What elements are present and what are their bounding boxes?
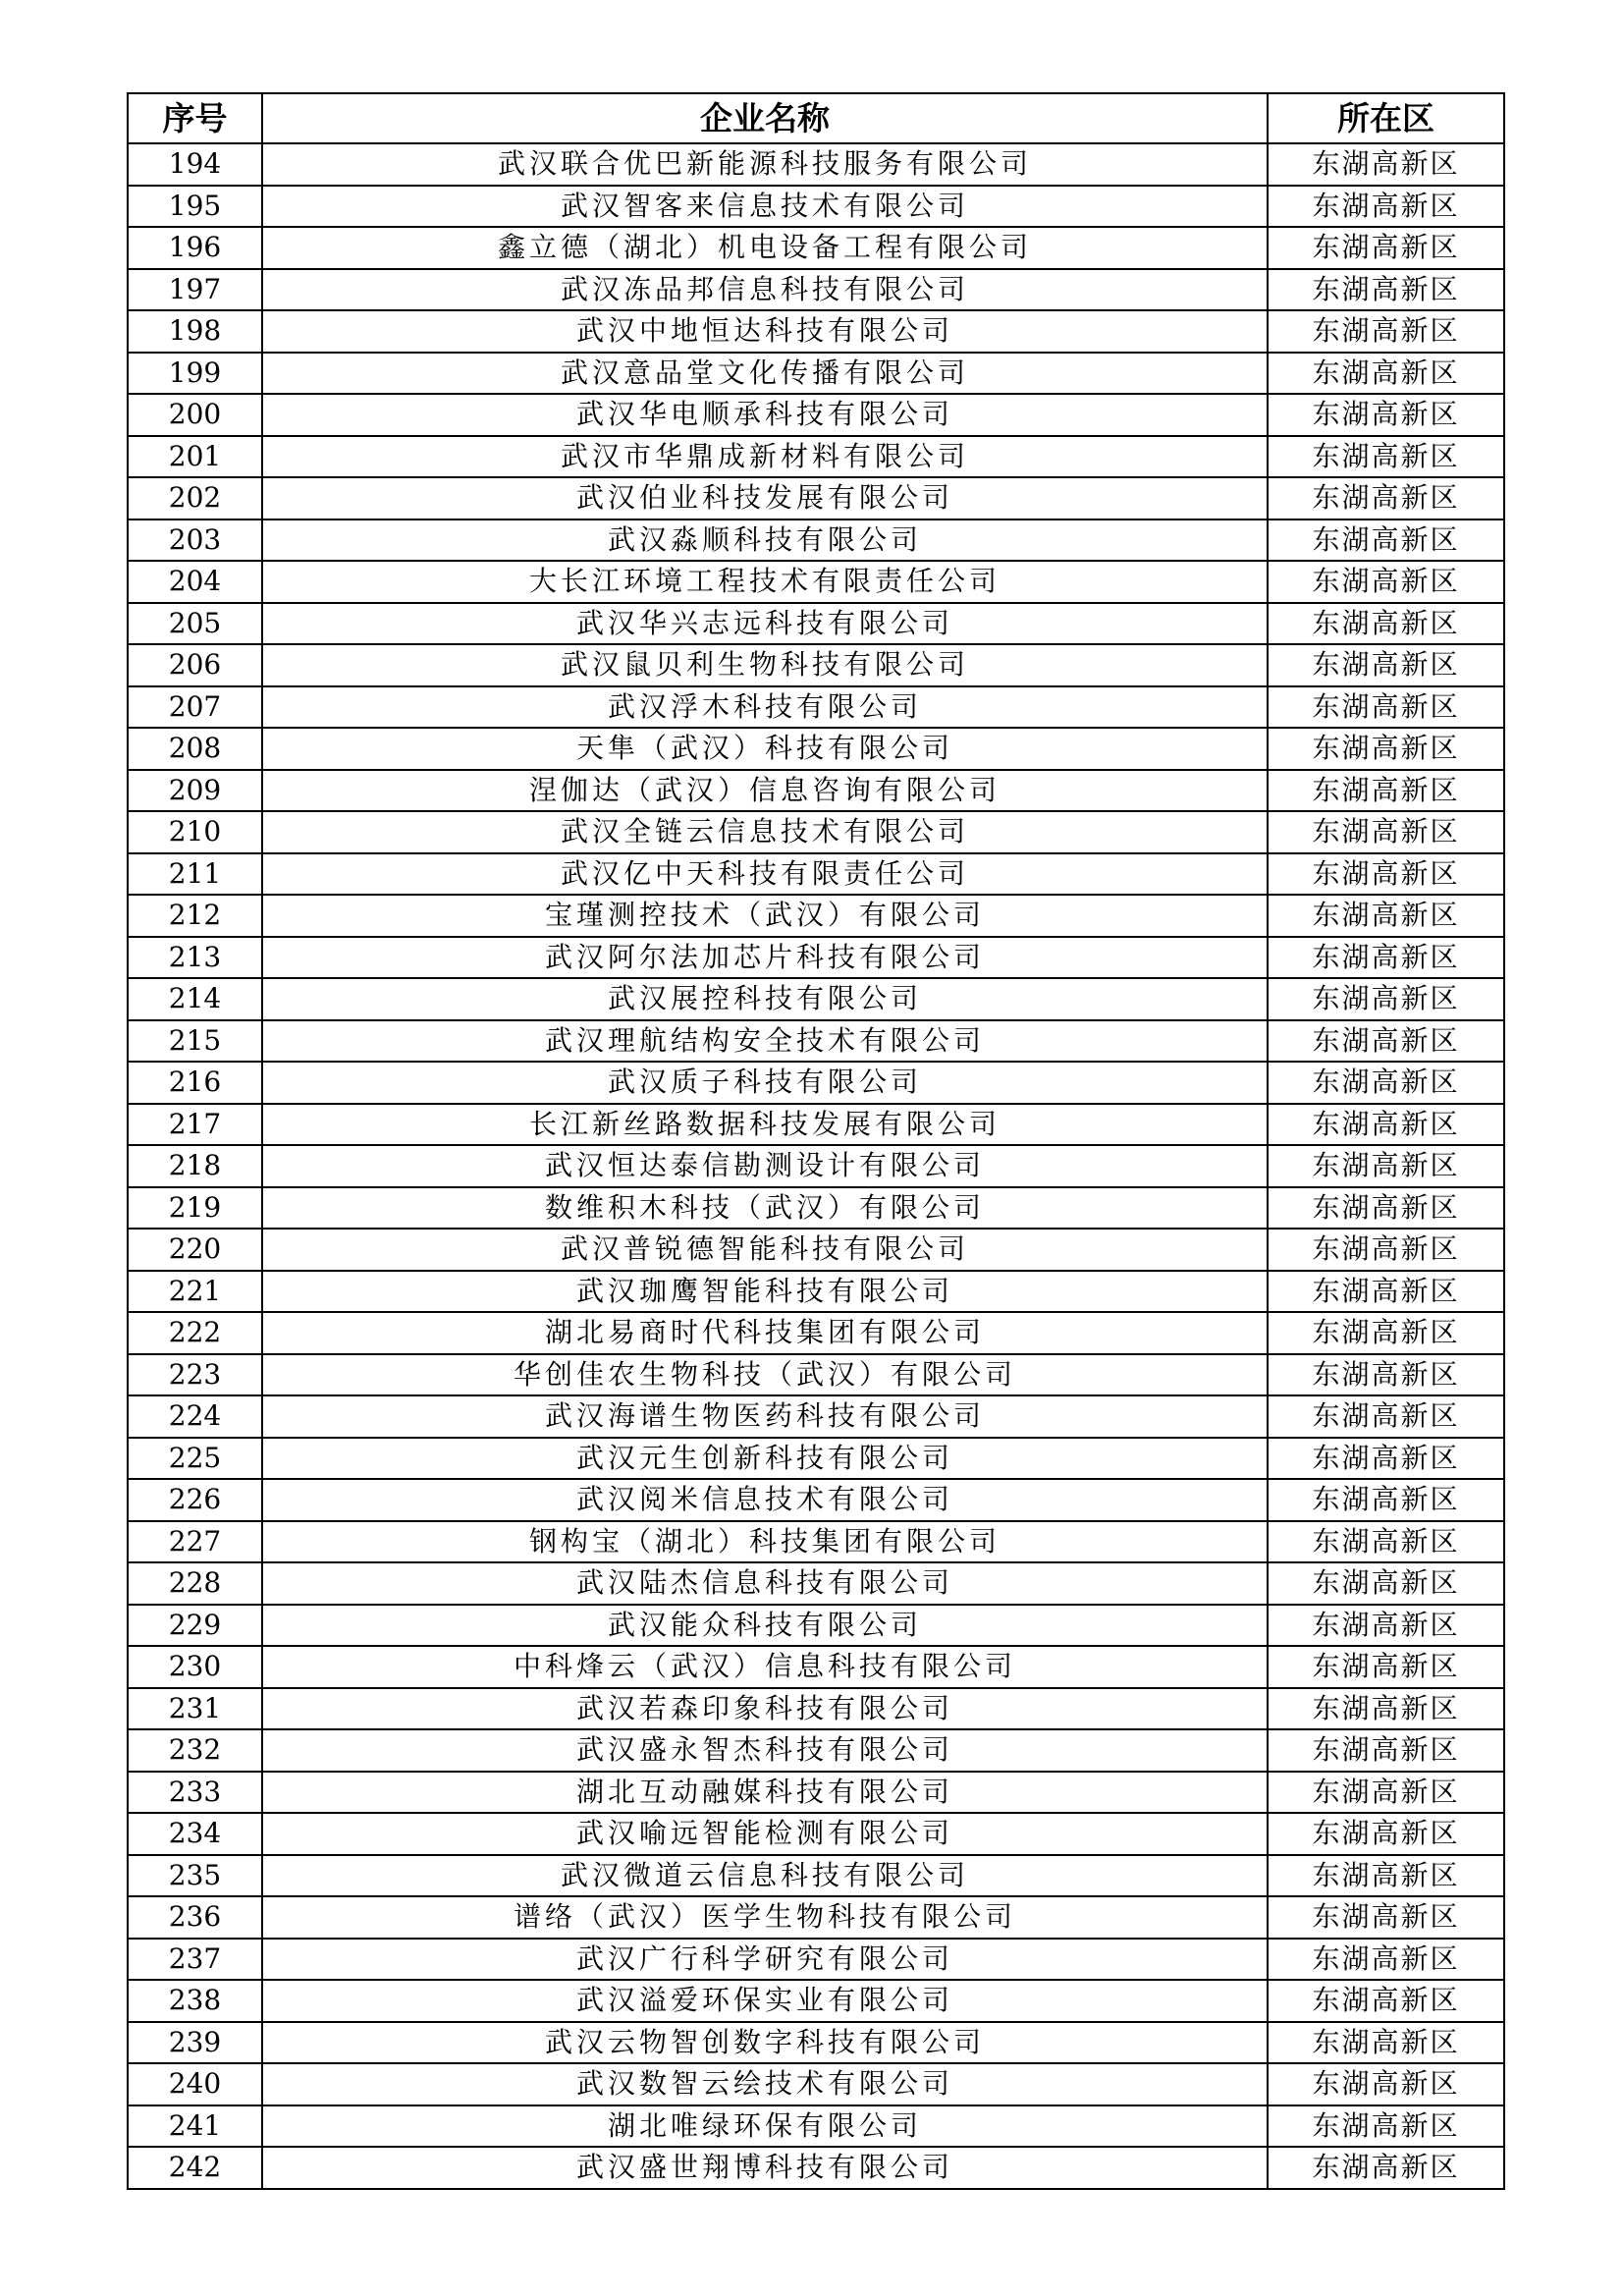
table-row — [128, 895, 1504, 937]
cell-serial-number: 206 — [128, 644, 262, 686]
cell-serial-number: 203 — [128, 519, 262, 562]
cell-serial-number: 207 — [128, 686, 262, 729]
cell-company-name: 武汉智客来信息技术有限公司 — [262, 186, 1268, 228]
cell-company-name: 武汉联合优巴新能源科技服务有限公司 — [262, 143, 1268, 186]
cell-company-name: 武汉喻远智能检测有限公司 — [262, 1813, 1268, 1855]
cell-company-name: 武汉陆杰信息科技有限公司 — [262, 1562, 1268, 1605]
cell-district: 东湖高新区 — [1268, 1729, 1504, 1772]
cell-company-name: 武汉冻品邦信息科技有限公司 — [262, 269, 1268, 311]
cell-company-name: 武汉盛世翔博科技有限公司 — [262, 2147, 1268, 2189]
cell-serial-number: 218 — [128, 1145, 262, 1187]
cell-district: 东湖高新区 — [1268, 1688, 1504, 1730]
cell-district: 东湖高新区 — [1268, 1896, 1504, 1939]
table-row — [128, 227, 1504, 269]
cell-serial-number: 229 — [128, 1605, 262, 1647]
cell-district: 东湖高新区 — [1268, 2105, 1504, 2148]
cell-district: 东湖高新区 — [1268, 686, 1504, 729]
cell-district: 东湖高新区 — [1268, 1521, 1504, 1563]
table-row — [128, 186, 1504, 228]
company-list-table — [127, 92, 1505, 2190]
table-row — [128, 1145, 1504, 1187]
cell-district: 东湖高新区 — [1268, 477, 1504, 519]
cell-serial-number: 208 — [128, 728, 262, 770]
cell-district: 东湖高新区 — [1268, 269, 1504, 311]
cell-company-name: 湖北易商时代科技集团有限公司 — [262, 1312, 1268, 1354]
cell-serial-number: 212 — [128, 895, 262, 937]
cell-company-name: 武汉珈鹰智能科技有限公司 — [262, 1271, 1268, 1313]
cell-district: 东湖高新区 — [1268, 1145, 1504, 1187]
table-row — [128, 1354, 1504, 1396]
cell-company-name: 武汉展控科技有限公司 — [262, 978, 1268, 1020]
cell-serial-number: 205 — [128, 603, 262, 645]
cell-company-name: 武汉华兴志远科技有限公司 — [262, 603, 1268, 645]
cell-district: 东湖高新区 — [1268, 436, 1504, 478]
cell-district: 东湖高新区 — [1268, 603, 1504, 645]
cell-serial-number: 234 — [128, 1813, 262, 1855]
cell-serial-number: 230 — [128, 1646, 262, 1688]
cell-company-name: 武汉广行科学研究有限公司 — [262, 1939, 1268, 1981]
cell-company-name: 武汉质子科技有限公司 — [262, 1062, 1268, 1104]
cell-company-name: 武汉全链云信息技术有限公司 — [262, 811, 1268, 853]
table-row — [128, 1688, 1504, 1730]
cell-district: 东湖高新区 — [1268, 1855, 1504, 1897]
table-row — [128, 1729, 1504, 1772]
cell-district: 东湖高新区 — [1268, 1312, 1504, 1354]
cell-serial-number: 197 — [128, 269, 262, 311]
table-row — [128, 436, 1504, 478]
table-row — [128, 978, 1504, 1020]
cell-serial-number: 200 — [128, 394, 262, 436]
cell-company-name: 武汉普锐德智能科技有限公司 — [262, 1229, 1268, 1271]
cell-company-name: 中科烽云（武汉）信息科技有限公司 — [262, 1646, 1268, 1688]
cell-district: 东湖高新区 — [1268, 186, 1504, 228]
table-row — [128, 603, 1504, 645]
cell-district: 东湖高新区 — [1268, 1229, 1504, 1271]
header-district: 所在区 — [1268, 93, 1504, 143]
table-row — [128, 1438, 1504, 1480]
cell-company-name: 武汉海谱生物医药科技有限公司 — [262, 1395, 1268, 1438]
cell-serial-number: 225 — [128, 1438, 262, 1480]
table-row — [128, 686, 1504, 729]
cell-company-name: 武汉溢爱环保实业有限公司 — [262, 1980, 1268, 2022]
cell-serial-number: 235 — [128, 1855, 262, 1897]
cell-serial-number: 228 — [128, 1562, 262, 1605]
cell-serial-number: 223 — [128, 1354, 262, 1396]
cell-district: 东湖高新区 — [1268, 1562, 1504, 1605]
cell-company-name: 武汉盛永智杰科技有限公司 — [262, 1729, 1268, 1772]
cell-serial-number: 241 — [128, 2105, 262, 2148]
cell-district: 东湖高新区 — [1268, 1104, 1504, 1146]
cell-serial-number: 215 — [128, 1020, 262, 1063]
cell-company-name: 武汉淼顺科技有限公司 — [262, 519, 1268, 562]
cell-district: 东湖高新区 — [1268, 2147, 1504, 2189]
cell-company-name: 武汉亿中天科技有限责任公司 — [262, 853, 1268, 896]
cell-serial-number: 196 — [128, 227, 262, 269]
cell-district: 东湖高新区 — [1268, 1187, 1504, 1230]
table-row — [128, 1062, 1504, 1104]
table-row — [128, 1772, 1504, 1814]
cell-serial-number: 236 — [128, 1896, 262, 1939]
cell-serial-number: 222 — [128, 1312, 262, 1354]
cell-district: 东湖高新区 — [1268, 853, 1504, 896]
cell-company-name: 华创佳农生物科技（武汉）有限公司 — [262, 1354, 1268, 1396]
cell-company-name: 武汉华电顺承科技有限公司 — [262, 394, 1268, 436]
table-row — [128, 1562, 1504, 1605]
cell-serial-number: 233 — [128, 1772, 262, 1814]
cell-district: 东湖高新区 — [1268, 1605, 1504, 1647]
cell-district: 东湖高新区 — [1268, 937, 1504, 979]
cell-district: 东湖高新区 — [1268, 143, 1504, 186]
table-row — [128, 2022, 1504, 2064]
cell-serial-number: 221 — [128, 1271, 262, 1313]
cell-district: 东湖高新区 — [1268, 394, 1504, 436]
cell-district: 东湖高新区 — [1268, 1020, 1504, 1063]
cell-district: 东湖高新区 — [1268, 1062, 1504, 1104]
cell-district: 东湖高新区 — [1268, 1646, 1504, 1688]
cell-serial-number: 202 — [128, 477, 262, 519]
cell-district: 东湖高新区 — [1268, 1395, 1504, 1438]
table-row — [128, 477, 1504, 519]
cell-district: 东湖高新区 — [1268, 1772, 1504, 1814]
cell-serial-number: 199 — [128, 353, 262, 395]
cell-serial-number: 237 — [128, 1939, 262, 1981]
table-row — [128, 310, 1504, 353]
cell-company-name: 长江新丝路数据科技发展有限公司 — [262, 1104, 1268, 1146]
cell-serial-number: 209 — [128, 770, 262, 812]
cell-district: 东湖高新区 — [1268, 310, 1504, 353]
table-row — [128, 1187, 1504, 1230]
table-row — [128, 811, 1504, 853]
cell-company-name: 数维积木科技（武汉）有限公司 — [262, 1187, 1268, 1230]
cell-company-name: 武汉浮木科技有限公司 — [262, 686, 1268, 729]
table-row — [128, 937, 1504, 979]
cell-company-name: 武汉恒达泰信勘测设计有限公司 — [262, 1145, 1268, 1187]
cell-serial-number: 214 — [128, 978, 262, 1020]
header-serial-number: 序号 — [128, 93, 262, 143]
cell-company-name: 武汉理航结构安全技术有限公司 — [262, 1020, 1268, 1063]
cell-district: 东湖高新区 — [1268, 644, 1504, 686]
cell-company-name: 钢构宝（湖北）科技集团有限公司 — [262, 1521, 1268, 1563]
cell-company-name: 武汉数智云绘技术有限公司 — [262, 2063, 1268, 2105]
cell-company-name: 武汉微道云信息科技有限公司 — [262, 1855, 1268, 1897]
cell-company-name: 武汉云物智创数字科技有限公司 — [262, 2022, 1268, 2064]
cell-company-name: 武汉鼠贝利生物科技有限公司 — [262, 644, 1268, 686]
table-row — [128, 853, 1504, 896]
cell-district: 东湖高新区 — [1268, 1271, 1504, 1313]
cell-serial-number: 232 — [128, 1729, 262, 1772]
cell-company-name: 武汉意品堂文化传播有限公司 — [262, 353, 1268, 395]
table-row — [128, 1521, 1504, 1563]
table-row — [128, 1229, 1504, 1271]
cell-district: 东湖高新区 — [1268, 2022, 1504, 2064]
cell-district: 东湖高新区 — [1268, 1813, 1504, 1855]
table-row — [128, 1020, 1504, 1063]
table-header — [128, 93, 1504, 143]
cell-company-name: 武汉阅米信息技术有限公司 — [262, 1479, 1268, 1521]
cell-district: 东湖高新区 — [1268, 895, 1504, 937]
cell-company-name: 武汉中地恒达科技有限公司 — [262, 310, 1268, 353]
cell-district: 东湖高新区 — [1268, 770, 1504, 812]
cell-serial-number: 216 — [128, 1062, 262, 1104]
table-row — [128, 1646, 1504, 1688]
cell-company-name: 天隼（武汉）科技有限公司 — [262, 728, 1268, 770]
table-row — [128, 770, 1504, 812]
table-row — [128, 1271, 1504, 1313]
cell-company-name: 湖北唯绿环保有限公司 — [262, 2105, 1268, 2148]
table-row — [128, 1939, 1504, 1981]
cell-district: 东湖高新区 — [1268, 978, 1504, 1020]
header-company-name: 企业名称 — [262, 93, 1268, 143]
table-row — [128, 143, 1504, 186]
cell-serial-number: 240 — [128, 2063, 262, 2105]
table-row — [128, 1395, 1504, 1438]
cell-company-name: 谱络（武汉）医学生物科技有限公司 — [262, 1896, 1268, 1939]
cell-company-name: 湖北互动融媒科技有限公司 — [262, 1772, 1268, 1814]
cell-serial-number: 201 — [128, 436, 262, 478]
cell-serial-number: 198 — [128, 310, 262, 353]
cell-serial-number: 238 — [128, 1980, 262, 2022]
cell-company-name: 宝瑾测控技术（武汉）有限公司 — [262, 895, 1268, 937]
table-row — [128, 394, 1504, 436]
cell-serial-number: 242 — [128, 2147, 262, 2189]
cell-company-name: 武汉伯业科技发展有限公司 — [262, 477, 1268, 519]
table-row — [128, 519, 1504, 562]
table-body — [128, 143, 1504, 2189]
cell-serial-number: 231 — [128, 1688, 262, 1730]
cell-serial-number: 239 — [128, 2022, 262, 2064]
cell-district: 东湖高新区 — [1268, 227, 1504, 269]
cell-district: 东湖高新区 — [1268, 519, 1504, 562]
cell-district: 东湖高新区 — [1268, 1479, 1504, 1521]
table-row — [128, 1479, 1504, 1521]
cell-company-name: 武汉元生创新科技有限公司 — [262, 1438, 1268, 1480]
cell-serial-number: 195 — [128, 186, 262, 228]
cell-district: 东湖高新区 — [1268, 728, 1504, 770]
table-row — [128, 561, 1504, 603]
cell-district: 东湖高新区 — [1268, 353, 1504, 395]
cell-district: 东湖高新区 — [1268, 561, 1504, 603]
cell-serial-number: 194 — [128, 143, 262, 186]
table-row — [128, 353, 1504, 395]
header-row — [128, 93, 1504, 143]
cell-company-name: 大长江环境工程技术有限责任公司 — [262, 561, 1268, 603]
cell-company-name: 武汉若森印象科技有限公司 — [262, 1688, 1268, 1730]
cell-district: 东湖高新区 — [1268, 1980, 1504, 2022]
cell-serial-number: 211 — [128, 853, 262, 896]
cell-district: 东湖高新区 — [1268, 811, 1504, 853]
table-row — [128, 1312, 1504, 1354]
table-row — [128, 1104, 1504, 1146]
cell-serial-number: 204 — [128, 561, 262, 603]
table-row — [128, 2105, 1504, 2148]
cell-serial-number: 224 — [128, 1395, 262, 1438]
table-row — [128, 644, 1504, 686]
table-row — [128, 1813, 1504, 1855]
cell-serial-number: 213 — [128, 937, 262, 979]
cell-district: 东湖高新区 — [1268, 1354, 1504, 1396]
cell-district: 东湖高新区 — [1268, 2063, 1504, 2105]
cell-company-name: 武汉市华鼎成新材料有限公司 — [262, 436, 1268, 478]
table-row — [128, 2147, 1504, 2189]
table-row — [128, 269, 1504, 311]
cell-company-name: 武汉能众科技有限公司 — [262, 1605, 1268, 1647]
cell-serial-number: 219 — [128, 1187, 262, 1230]
cell-district: 东湖高新区 — [1268, 1939, 1504, 1981]
table-row — [128, 1855, 1504, 1897]
cell-serial-number: 220 — [128, 1229, 262, 1271]
cell-serial-number: 210 — [128, 811, 262, 853]
table-row — [128, 1605, 1504, 1647]
cell-serial-number: 217 — [128, 1104, 262, 1146]
cell-serial-number: 226 — [128, 1479, 262, 1521]
cell-company-name: 武汉阿尔法加芯片科技有限公司 — [262, 937, 1268, 979]
table-row — [128, 1980, 1504, 2022]
table-row — [128, 1896, 1504, 1939]
cell-company-name: 鑫立德（湖北）机电设备工程有限公司 — [262, 227, 1268, 269]
cell-company-name: 涅伽达（武汉）信息咨询有限公司 — [262, 770, 1268, 812]
table-row — [128, 728, 1504, 770]
cell-district: 东湖高新区 — [1268, 1438, 1504, 1480]
cell-serial-number: 227 — [128, 1521, 262, 1563]
table-row — [128, 2063, 1504, 2105]
